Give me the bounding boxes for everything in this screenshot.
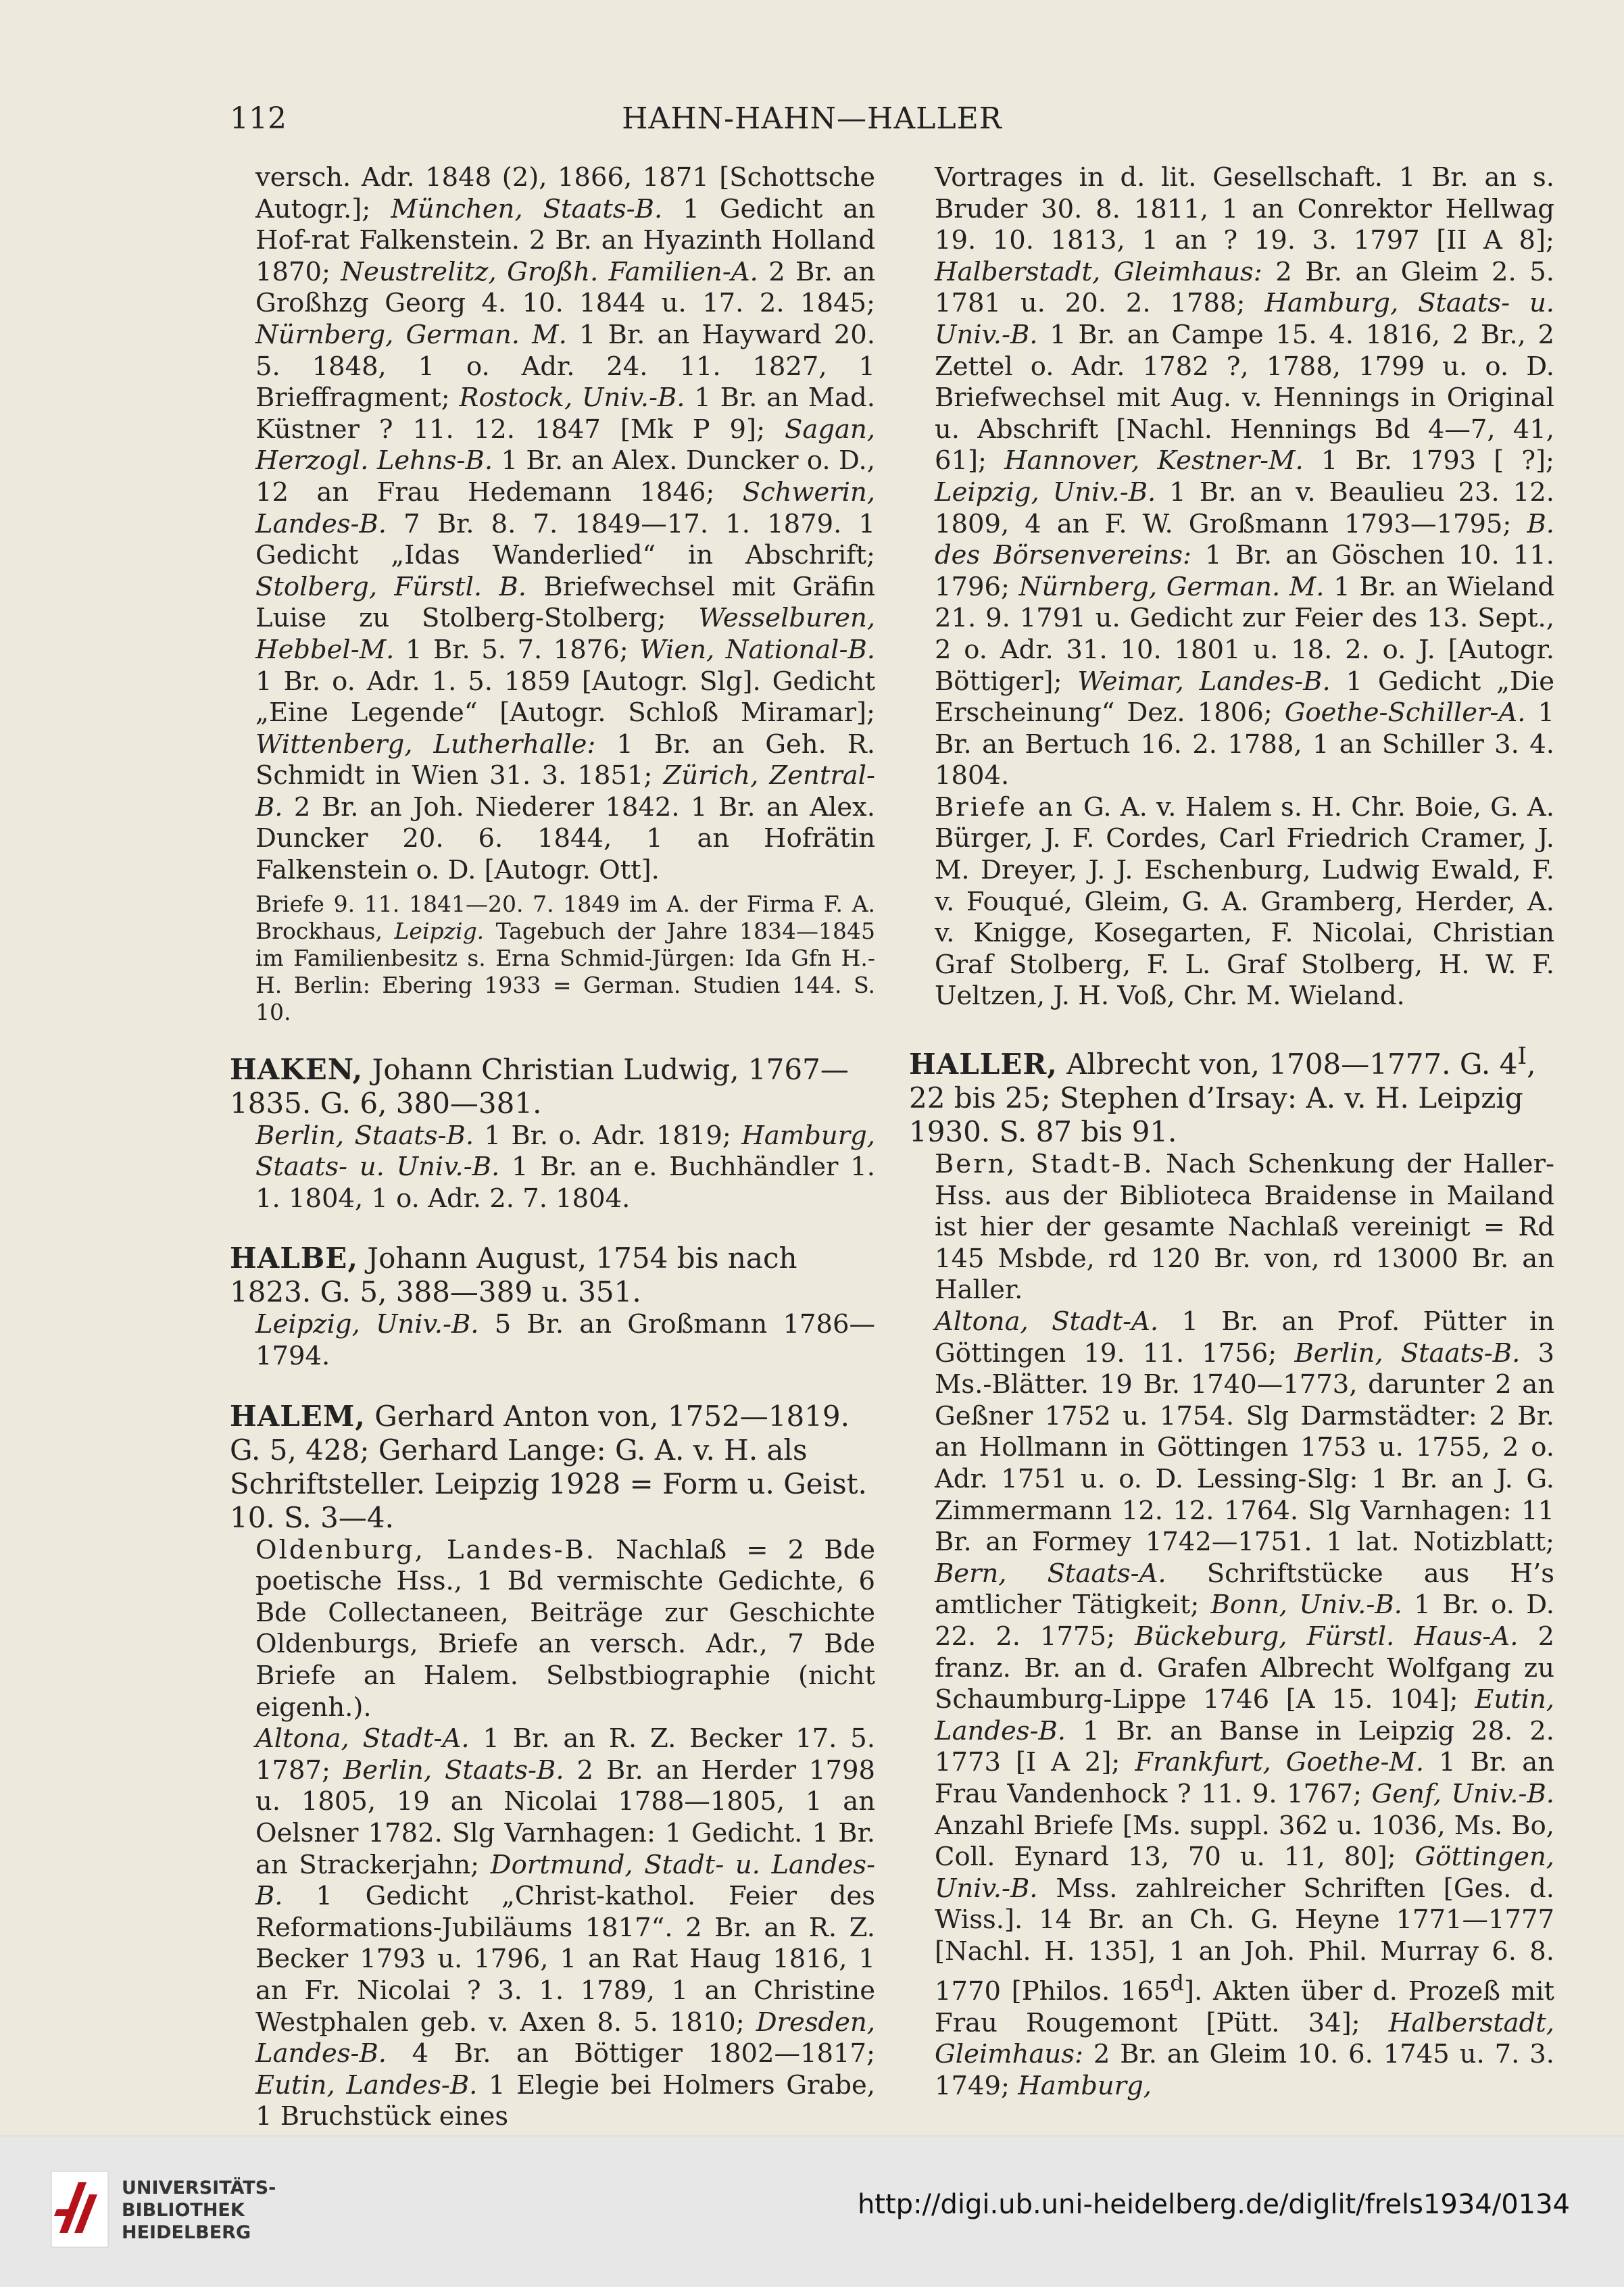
text-paragraph: Altona, Stadt-A. 1 Br. an Prof. Pütter in Göttingen 19. 11. 1756; Berlin, Staats-B. 3 Ms.-Blätter. 19 Br. 1740—1773, darunter 2 an Geßner 1752 u. 1754. Slg Darmstädter: 2 Br. an Hollmann in Göttingen 1753 u. 1755, 2 o. Adr. 1751 u. o. D. Lessing-Slg: 1 Br. an J. G. Zimmermann 12. 12. 1764. Slg Varnhagen: 11 Br. an Formey 1742—1751. 1 lat. Notizblatt; Bern, Staats-A. Schriftstücke aus H’s amtlicher Tätigkeit; Bonn, Univ.-B. 1 Br. o. D. 22. 2. 1775; Bückeburg, Fürstl. Haus-A. 2 franz. Br. an d. Grafen Albrecht Wolfgang zu Schaumburg-Lippe 1746 [A 15. 104]; Eutin, Landes-B. 1 Br. an Banse in Leipzig 28. 2. 1773 [I A 2]; Frankfurt, Goethe-M. 1 Br. an Frau Vandenhock ? 11. 9. 1767; Genf, Univ.-B. Anzahl Briefe [Ms. suppl. 362 u. 1036, Ms. Bo, Coll. Eynard 13, 70 u. 11, 80]; Göttingen, Univ.-B. Mss. zahlreicher Schriften [Ges. d. Wiss.]. 14 Br. an Ch. G. Heyne 1771—1777 [Nachl. H. 135], 1 an Joh. Phil. Murray 6. 8. 1770 [Philos. 165$^d$]. Akten über d. Prozeß mit Frau Rougemont [Pütt. 34]; Halberstadt, Gleimhaus: 2 Br. an Gleim 10. 6. 1745 u. 7. 3. 1749; Hamburg, <box>935 1306 1555 2102</box>
footer-url-link[interactable]: http://digi.ub.uni-heidelberg.de/diglit/frels1934/0134 <box>857 2189 1570 2220</box>
entry-heading: HAKEN, Johann Christian Ludwig, 1767—1835. G. 6, 380—381. <box>230 1052 849 1120</box>
text-paragraph: Oldenburg, Landes-B. Nachlaß = 2 Bde poetische Hss., 1 Bd vermischte Gedichte, 6 Bde Collectaneen, Beiträge zur Geschichte Oldenburgs, Briefe an versch. Adr., 7 Bde Briefe an Halem. Selbstbiographie (nicht eigenh.). <box>255 1534 876 1723</box>
text-paragraph: Briefe an G. A. v. Halem s. H. Chr. Boie, G. A. Bürger, J. F. Cordes, Carl Friedrich Cramer, J. M. Dreyer, J. J. Eschenburg, Ludwig Ewald, F. v. Fouqué, Gleim, G. A. Gramberg, Herder, A. v. Knigge, Kosegarten, F. Nicolai, Christian Graf Stolberg, F. L. Graf Stolberg, H. W. F. Ueltzen, J. H. Voß, Chr. M. Wieland. <box>935 791 1554 1012</box>
note-paragraph: Briefe 9. 11. 1841—20. 7. 1849 im A. der Firma F. A. Brockhaus, Leipzig. Tagebuch der Jahre 1834—1845 im Familienbesitz s. Erna Schmid-Jürgen: Ida Gfn H.-H. Berlin: Ebering 1933 = German. Studien 144. S. 10. <box>255 890 875 1025</box>
running-title: HAHN-HAHN—HALLER <box>622 101 1002 136</box>
text-paragraph: Altona, Stadt-A. 1 Br. an R. Z. Becker 17. 5. 1787; Berlin, Staats-B. 2 Br. an Herder 1798 u. 1805, 19 an Nicolai 1788—1805, 1 an Oelsner 1782. Slg Varnhagen: 1 Gedicht. 1 Br. an Strackerjahn; Dortmund, Stadt- u. Landes-B. 1 Gedicht „Christ-kathol. Feier des Reformations-Jubiläums 1817“. 2 Br. an R. Z. Becker 1793 u. 1796, 1 an Rat Haug 1816, 1 an Fr. Nicolai ? 3. 1. 1789, 1 an Christine Westphalen geb. v. Axen 8. 5. 1810; Dresden, Landes-B. 4 Br. an Böttiger 1802—1817; Eutin, Landes-B. 1 Elegie bei Holmers Grabe, 1 Bruchstück eines <box>255 1723 876 2132</box>
footer-bar <box>0 2136 1624 2287</box>
ub-heidelberg-logo-icon[interactable] <box>47 2169 112 2253</box>
text-paragraph: Bern, Stadt-B. Nach Schenkung der Haller-Hss. aus der Biblioteca Braidense in Mailand ist hier der gesamte Nachlaß vereinigt = Rd 145 Msbde, rd 120 Br. von, rd 13000 Br. an Haller. <box>935 1149 1554 1306</box>
text-paragraph: Leipzig, Univ.-B. 5 Br. an Großmann 1786—1794. <box>255 1309 875 1372</box>
text-paragraph: Vortrages in d. lit. Gesellschaft. 1 Br. an s. Bruder 30. 8. 1811, 1 an Conrektor Hellwag 19. 10. 1813, 1 an ? 19. 3. 1797 [II A 8]; Halberstadt, Gleimhaus: 2 Br. an Gleim 2. 5. 1781 u. 20. 2. 1788; Hamburg, Staats- u. Univ.-B. 1 Br. an Campe 15. 4. 1816, 2 Br., 2 Zettel o. Adr. 1782 ?, 1788, 1799 u. o. D. Briefwechsel mit Aug. v. Hennings in Original u. Abschrift [Nachl. Hennings Bd 4—7, 41, 61]; Hannover, Kestner-M. 1 Br. 1793 [ ?]; Leipzig, Univ.-B. 1 Br. an v. Beaulieu 23. 12. 1809, 4 an F. W. Großmann 1793—1795; B. des Börsenvereins: 1 Br. an Göschen 10. 11. 1796; Nürnberg, German. M. 1 Br. an Wieland 21. 9. 1791 u. Gedicht zur Feier des 13. Sept., 2 o. Adr. 31. 10. 1801 u. 18. 2. o. J. [Autogr. Böttiger]; Weimar, Landes-B. 1 Gedicht „Die Erscheinung“ Dez. 1806; Goethe-Schiller-A. 1 Br. an Bertuch 16. 2. 1788, 1 an Schiller 3. 4. 1804. <box>935 162 1555 791</box>
right-column <box>909 162 1554 2102</box>
text-paragraph: versch. Adr. 1848 (2), 1866, 1871 [Schottsche Autogr.]; München, Staats-B. 1 Gedicht an Hof-rat Falkenstein. 2 Br. an Hyazinth Holland 1870; Neustrelitz, Großh. Familien-A. 2 Br. an Großhzg Georg 4. 10. 1844 u. 17. 2. 1845; Nürnberg, German. M. 1 Br. an Hayward 20. 5. 1848, 1 o. Adr. 24. 11. 1827, 1 Brieffragment; Rostock, Univ.-B. 1 Br. an Mad. Küstner ? 11. 12. 1847 [Mk P 9]; Sagan, Herzogl. Lehns-B. 1 Br. an Alex. Duncker o. D., 12 an Frau Hedemann 1846; Schwerin, Landes-B. 7 Br. 8. 7. 1849—17. 1. 1879. 1 Gedicht „Idas Wanderlied“ in Abschrift; Stolberg, Fürstl. B. Briefwechsel mit Gräfin Luise zu Stolberg-Stolberg; Wesselburen, Hebbel-M. 1 Br. 5. 7. 1876; Wien, National-B. 1 Br. o. Adr. 1. 5. 1859 [Autogr. Slg]. Gedicht „Eine Legende“ [Autogr. Schloß Miramar]; Wittenberg, Lutherhalle: 1 Br. an Geh. R. Schmidt in Wien 31. 3. 1851; Zürich, Zentral-B. 2 Br. an Joh. Niederer 1842. 1 Br. an Alex. Duncker 20. 6. 1844, 1 an Hofrätin Falkenstein o. D. [Autogr. Ott]. <box>255 162 875 886</box>
library-name: UNIVERSITÄTS- BIBLIOTHEK HEIDELBERG <box>122 2178 276 2243</box>
page-number: 112 <box>230 101 287 136</box>
entry-heading: HALLER, Albrecht von, 1708—1777. G. $4^I$, 22 bis 25; Stephen d’Irsay: A. v. H. Leipzig 1930. S. 87 bis 91. <box>909 1043 1536 1149</box>
entry-heading: HALEM, Gerhard Anton von, 1752—1819. G. 5, 428; Gerhard Lange: G. A. v. H. als Schriftsteller. Leipzig 1928 = Form u. Geist. 10. S. 3—4. <box>230 1399 867 1534</box>
left-column <box>230 162 875 2133</box>
text-paragraph: Berlin, Staats-B. 1 Br. o. Adr. 1819; Hamburg, Staats- u. Univ.-B. 1 Br. an e. Buchhändler 1. 1. 1804, 1 o. Adr. 2. 7. 1804. <box>255 1120 876 1214</box>
entry-heading: HALBE, Johann August, 1754 bis nach 1823. G. 5, 388—389 u. 351. <box>230 1241 797 1309</box>
